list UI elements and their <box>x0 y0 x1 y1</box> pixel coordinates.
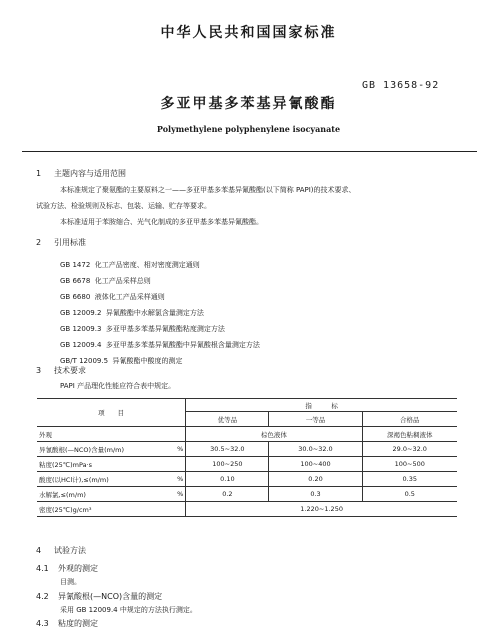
subsection-number: 4.2 <box>36 592 49 601</box>
technical-requirements-table <box>37 398 457 517</box>
reference-item <box>60 324 225 334</box>
table-header-spec: 指 标 <box>186 399 457 412</box>
subsection-4-2-heading <box>36 591 162 602</box>
row-value: 100~500 <box>362 457 457 472</box>
row-unit <box>167 427 185 442</box>
reference-title: 多亚甲基多苯基异氰酸酯粘度测定方法 <box>105 325 225 333</box>
subsection-title: 外观的测定 <box>58 564 98 573</box>
reference-code: GB 12009.4 <box>60 341 102 349</box>
reference-title: 异氰酸酯中酸度的测定 <box>112 357 183 365</box>
row-unit: % <box>167 442 185 457</box>
row-value: 0.5 <box>362 487 457 502</box>
section-3-intro: PAPI 产品理化性能应符合表中规定。 <box>60 382 176 390</box>
subsection-4-2-text: 采用 GB 12009.4 中规定的方法执行测定。 <box>60 606 197 614</box>
row-item: 粘度(25℃)mPa·s <box>37 457 167 472</box>
subsection-number: 4.3 <box>36 619 49 628</box>
grade-premium: 优等品 <box>186 412 269 427</box>
row-item: 异氰酸根(—NCO)含量(m/m) <box>37 442 167 457</box>
row-unit <box>167 502 185 517</box>
table-row <box>37 502 457 517</box>
row-unit: % <box>167 472 185 487</box>
table-row <box>37 487 457 502</box>
row-item: 酸度(以HCl计),≤(m/m) <box>37 472 167 487</box>
reference-title: 化工产品采样总则 <box>94 277 151 285</box>
section-1-title: 主题内容与适用范围 <box>54 169 126 178</box>
row-value: 0.2 <box>186 487 269 502</box>
grade-first: 一等品 <box>269 412 362 427</box>
section-3-title: 技术要求 <box>54 366 86 375</box>
row-value: 100~400 <box>269 457 362 472</box>
reference-title: 液体化工产品采样通则 <box>94 293 165 301</box>
document-title: 多亚甲基多苯基异氰酸酯 <box>160 96 337 112</box>
row-value: 0.35 <box>362 472 457 487</box>
section-4-number: 4 <box>36 546 42 555</box>
table-header-row <box>37 399 457 412</box>
table-row <box>37 457 457 472</box>
row-value-merged: 1.220~1.250 <box>186 502 457 517</box>
row-item: 密度(25℃)g/cm³ <box>37 502 167 517</box>
section-3-heading <box>36 365 86 376</box>
row-value: 0.20 <box>269 472 362 487</box>
reference-item <box>60 308 204 318</box>
row-item: 外观 <box>37 427 167 442</box>
reference-code: GB 12009.2 <box>60 309 102 317</box>
reference-code: GB 6680 <box>60 293 91 301</box>
subsection-4-1-heading <box>36 563 98 574</box>
row-unit <box>167 457 185 472</box>
row-value: 深褐色粘稠液体 <box>362 427 457 442</box>
section-1-paragraph-1-cont: 试验方法、检验规则及标志、包装、运输、贮存等要求。 <box>36 202 211 210</box>
section-2-title: 引用标准 <box>54 238 86 247</box>
section-3-number: 3 <box>36 366 42 375</box>
table-header-item: 项 目 <box>37 399 186 427</box>
section-4-title: 试验方法 <box>54 546 86 555</box>
table-row <box>37 427 457 442</box>
row-value-merged: 棕色液体 <box>186 427 362 442</box>
standard-number: GB 13658-92 <box>362 80 440 91</box>
row-value: 29.0~32.0 <box>362 442 457 457</box>
header-divider <box>22 151 477 152</box>
section-2-number: 2 <box>36 238 42 247</box>
reference-title: 化工产品密度、相对密度测定通则 <box>94 261 200 269</box>
section-1-number: 1 <box>36 169 42 178</box>
reference-item <box>60 292 165 302</box>
reference-title: 异氰酸酯中水解氯含量测定方法 <box>105 309 204 317</box>
subsection-title: 粘度的测定 <box>58 619 98 628</box>
reference-title: 多亚甲基多苯基异氰酸酯中异氰酸根含量测定方法 <box>105 341 260 349</box>
reference-code: GB/T 12009.5 <box>60 357 109 365</box>
row-item: 水解氯,≤(m/m) <box>37 487 167 502</box>
section-4-heading <box>36 545 86 556</box>
grade-qualified: 合格品 <box>362 412 457 427</box>
national-standard-heading: 中华人民共和国国家标准 <box>160 25 337 41</box>
subsection-title: 异氰酸根(—NCO)含量的测定 <box>58 592 163 601</box>
reference-item <box>60 260 200 270</box>
document-title-english: Polymethylene polyphenylene isocyanate <box>156 124 341 134</box>
row-value: 30.5~32.0 <box>186 442 269 457</box>
table-row <box>37 442 457 457</box>
row-unit: % <box>167 487 185 502</box>
row-value: 30.0~32.0 <box>269 442 362 457</box>
subsection-number: 4.1 <box>36 564 49 573</box>
subsection-4-1-text: 目测。 <box>60 578 81 586</box>
reference-code: GB 12009.3 <box>60 325 102 333</box>
row-value: 100~250 <box>186 457 269 472</box>
row-value: 0.10 <box>186 472 269 487</box>
subsection-4-3-heading <box>36 618 98 629</box>
row-value: 0.3 <box>269 487 362 502</box>
reference-code: GB 6678 <box>60 277 91 285</box>
reference-item <box>60 340 260 350</box>
section-1-paragraph-2: 本标准适用于苯胺缩合、光气化制成的多亚甲基多苯基异氰酸酯。 <box>60 218 263 226</box>
section-1-paragraph-1: 本标准规定了聚氨酯的主要原料之一——多亚甲基多苯基异氰酸酯(以下简称 PAPI)的技术要求、 <box>60 186 356 194</box>
section-2-heading <box>36 237 86 248</box>
table-row <box>37 472 457 487</box>
reference-code: GB 1472 <box>60 261 91 269</box>
section-1-heading <box>36 168 126 179</box>
reference-item <box>60 276 151 286</box>
